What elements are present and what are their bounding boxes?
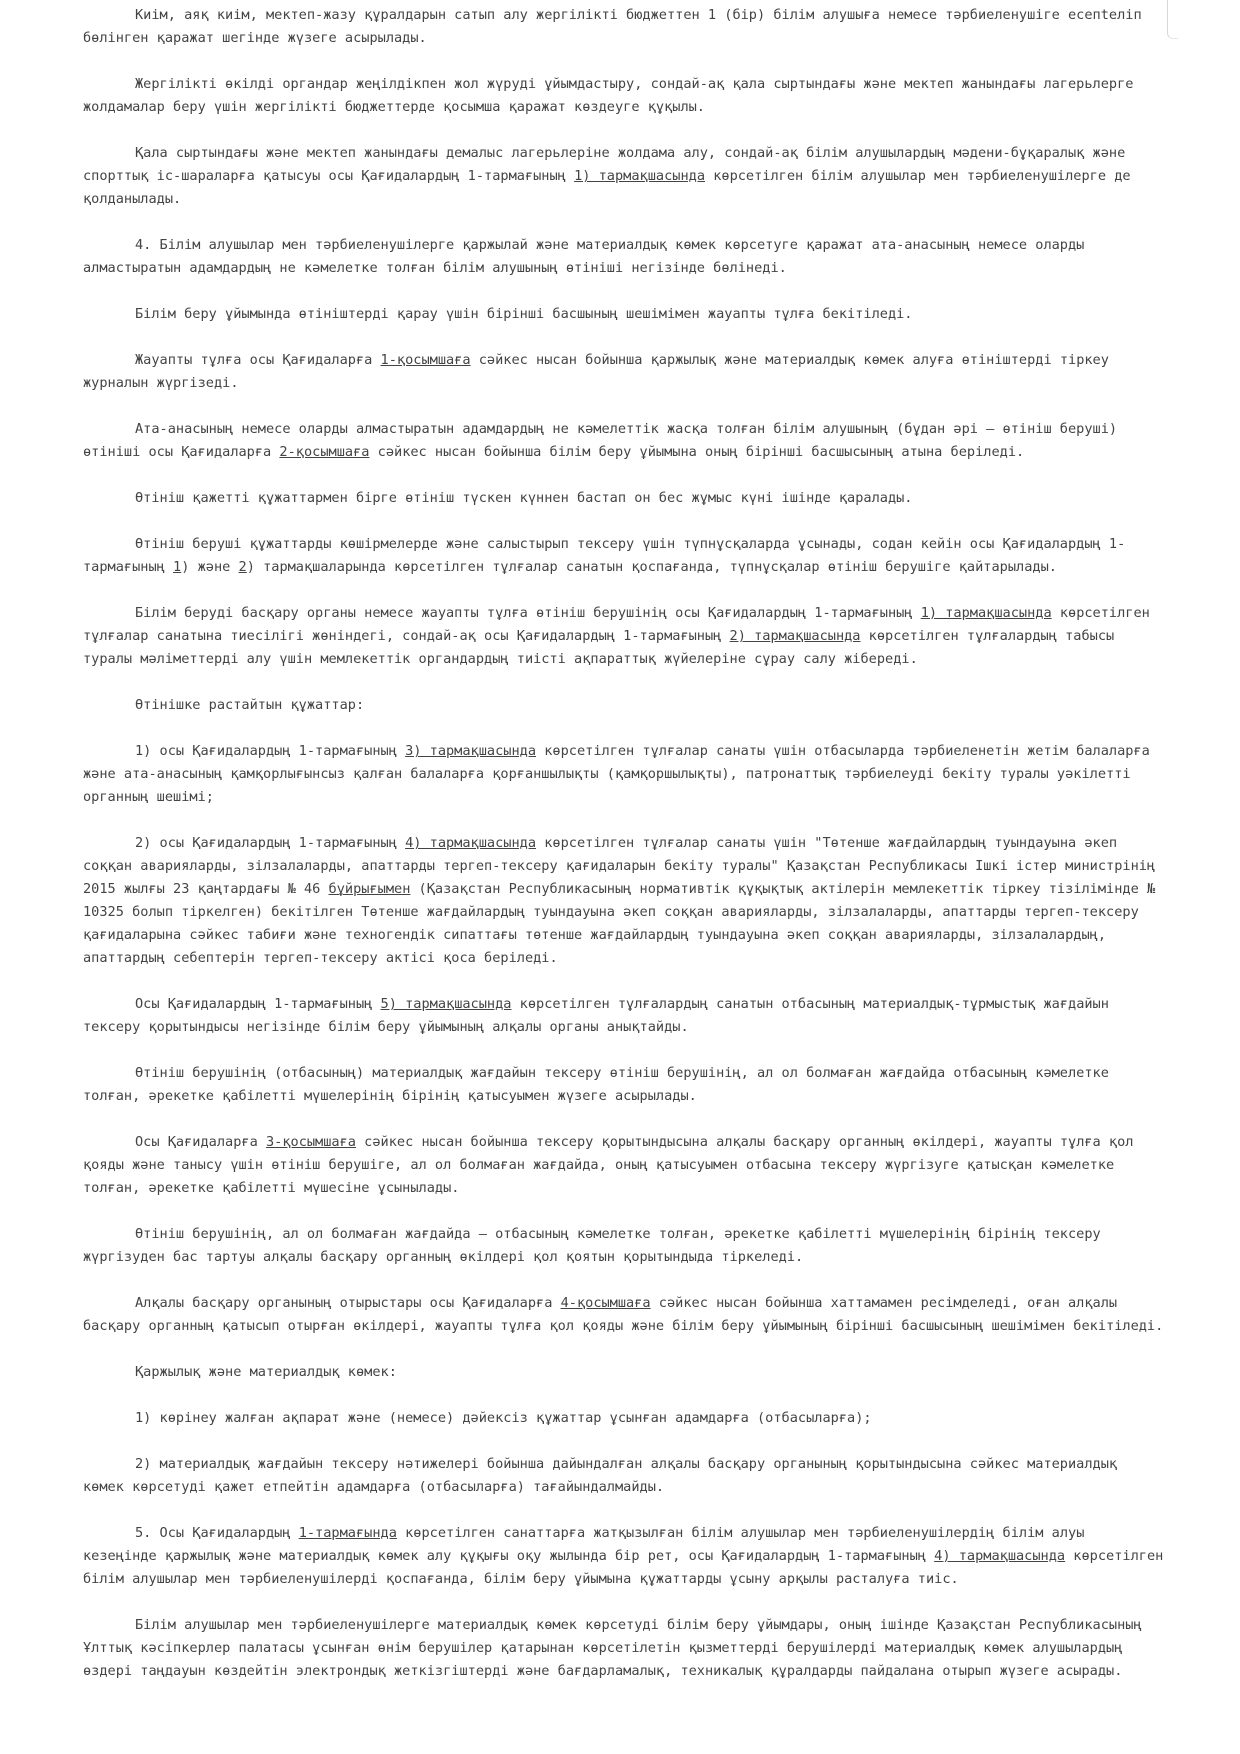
reference-link[interactable]: 1-қосымшаға <box>380 352 471 368</box>
paragraph-text: 2) осы Қағидалардың 1-тармағының <box>135 835 406 851</box>
reference-link[interactable]: 3-қосымшаға <box>265 1134 356 1150</box>
paragraph-text: көрсетілген білім алушылар мен тәрбиеленушілерге де қолданылады. <box>83 168 1131 207</box>
paragraph-text: Киім, аяқ киім, мектеп-жазу құралдарын сатып алу жергілікті бюджеттен 1 (бір) білім алушыға немесе тәрбиеленушіге есепteліп бөлінген қаражат шегінде жүзеге асырылады. <box>83 7 1142 46</box>
paragraph <box>83 1361 1165 1384</box>
paragraph-text: Өтінішке растайтын құжаттар: <box>135 697 365 713</box>
paragraph-text: көрсетілген тұлғалар санаты үшін отбасыларда тәрбиеленетін жетім балаларға және ата-анасының қамқорлығынсыз қалған балаларға қорғаншылықты (қамқоршылықты), патронаттық тәрбиелеуді бекіту туралы уәкілетті органның шешімі; <box>83 743 1150 805</box>
paragraph <box>83 4 1165 50</box>
reference-link[interactable]: 1 <box>173 559 182 575</box>
paragraph-text: Білім беруді басқару органы немесе жауапты тұлға өтініш берушінің осы Қағидалардың 1-тармағының <box>135 605 921 621</box>
paragraph <box>83 1062 1165 1108</box>
reference-link[interactable]: бұйрығымен <box>328 881 411 897</box>
paragraph <box>83 1522 1165 1591</box>
paragraph <box>83 1223 1165 1269</box>
paragraph-text: Жауапты тұлға осы Қағидаларға <box>135 352 381 368</box>
reference-link[interactable]: 5) тармақшасында <box>380 996 512 1012</box>
paragraph <box>83 349 1165 395</box>
paragraph-text: (Қазақстан Республикасының нормативтік құқықтық актілерін мемлекеттік тіркеу тізілімінде № 10325 болып тіркелген) бекітілген Төтенше жағдайлардың туындауына әкеп соққан аварияларды, зілзалаларды, апаттарды тергеп-тексеру қағидаларына сәйкес табиғи және техногендік сипаттағы төтенше жағдайлардың туындауына әкеп соққан аварияларды, зілзалалардың, апаттардың себептерін тергеп-тексеру актісі қоса беріледі. <box>83 881 1156 966</box>
reference-link[interactable]: 2-қосымшаға <box>279 444 370 460</box>
paragraph <box>83 832 1165 970</box>
paragraph <box>83 740 1165 809</box>
scrollbar-edge[interactable] <box>1167 0 1178 39</box>
paragraph-text: көрсетілген білім алушылар мен тәрбиеленушілерді қоспағанда, білім беру ұйымына құжаттарды ұсыну арқылы расталуға тиіс. <box>83 1548 1164 1587</box>
paragraph-text: сәйкес нысан бойынша хаттамамен ресімделеді, оған алқалы басқару органның қатысып отырған өкілдері, жауапты тұлға қол қояды және білім беру ұйымының бірінші басшысының шешімімен бекітіледі. <box>83 1295 1164 1334</box>
paragraph <box>83 602 1165 671</box>
paragraph-text: Өтініш берушінің (отбасының) материалдық жағдайын тексеру өтініш берушінің, ал ол болмаған жағдайда отбасының кәмелетке толған, әрекетке қабілетті мүшелерінің бірінің қатысуымен жүзеге асырылады. <box>83 1065 1109 1104</box>
reference-link[interactable]: 4-қосымшаға <box>560 1295 651 1311</box>
paragraph <box>83 694 1165 717</box>
paragraph-text: Өтініш берушінің, ал ол болмаған жағдайда – отбасының кәмелетке толған, әрекетке қабілетті мүшелерінің бірінің тексеру жүргізуден бас тартуы алқалы басқару органның өкілдері қол қоятын қорытындыда тіркеледі. <box>83 1226 1101 1265</box>
paragraph-text: Өтініш беруші құжаттарды көшірмелерде және салыстырып тексеру үшін түпнұсқаларда ұсынады, содан кейін осы Қағидалардың 1-тармағының <box>83 536 1126 575</box>
paragraph-text: Өтініш қажетті құжаттармен бірге өтініш түскен күннен бастап он бес жұмыс күні ішінде қаралады. <box>135 490 913 506</box>
paragraph <box>83 303 1165 326</box>
paragraph-text: 5. Осы Қағидалардың <box>135 1525 299 1541</box>
paragraph-text: көрсетілген санаттарға жатқызылған білім алушылар мен тәрбиеленушілердің білім алуы кезеңінде қаржылық және материалдық көмек алу құқығы оқу жылында бір рет, осы Қағидалардың 1-тармағының <box>83 1525 1085 1564</box>
paragraph <box>83 993 1165 1039</box>
paragraph-text: Осы Қағидаларға <box>135 1134 266 1150</box>
paragraph-text: ) тармақшаларында көрсетілген тұлғалар санатын қоспағанда, түпнұсқалар өтініш берушіге қайтарылады. <box>246 559 1057 575</box>
document-body <box>83 0 1165 1706</box>
paragraph <box>83 418 1165 464</box>
paragraph-text: Қаржылық және материалдық көмек: <box>135 1364 397 1380</box>
paragraph <box>83 1292 1165 1338</box>
paragraph-text: сәйкес нысан бойынша қаржылық және материалдық көмек алуға өтініштерді тіркеу журналын жүргізеді. <box>83 352 1109 391</box>
paragraph <box>83 533 1165 579</box>
paragraph-text: Білім алушылар мен тәрбиеленушілерге материалдық көмек көрсетуді білім беру ұйымдары, оның ішінде Қазақстан Республикасының Ұлттық кәсіпкерлер палатасы ұсынған өнім берушілер қатарынан көрсетілетін қызметтерді берушілерді материалдық көмек алушылардың өздері таңдауын көздейтін электрондық жеткізгіштерді және бағдарламалық, техникалық құралдарды пайдалана отырып жүзеге асырады. <box>83 1617 1142 1679</box>
reference-link[interactable]: 4) тармақшасында <box>405 835 537 851</box>
paragraph-text: Алқалы басқару органының отырыстары осы Қағидаларға <box>135 1295 561 1311</box>
paragraph-text: көрсетілген тұлғалардың санатын отбасының материалдық-тұрмыстық жағдайын тексеру қорытындысы негізінде білім беру ұйымының алқалы органы анықтайды. <box>83 996 1109 1035</box>
reference-link[interactable]: 1-тармағында <box>298 1525 397 1541</box>
paragraph <box>83 1407 1165 1430</box>
reference-link[interactable]: 3) тармақшасында <box>405 743 537 759</box>
paragraph <box>83 142 1165 211</box>
paragraph-text: 4. Білім алушылар мен тәрбиеленушілерге қаржылай және материалдық көмек көрсетуге қаражат ата-анасының немесе оларды алмастыратын адамдардың не кәмелетке толған білім алушының өтініші негізінде бөлінеді. <box>83 237 1085 276</box>
paragraph <box>83 73 1165 119</box>
paragraph <box>83 1131 1165 1200</box>
paragraph-text: сәйкес нысан бойынша тексеру қорытындысына алқалы басқару органның өкілдері, жауапты тұлға қол қояды және танысу үшін өтініш берушіге, ал ол болмаған жағдайда, оның қатысуымен отбасына тексеру жүргізуге қатысқан кәмелетке толған, әрекетке қабілетті мүшесіне ұсынылады. <box>83 1134 1134 1196</box>
paragraph <box>83 1614 1165 1683</box>
reference-link[interactable]: 2) тармақшасында <box>729 628 861 644</box>
paragraph-text: Ата-анасының немесе оларды алмастыратын адамдардың не кәмелеттік жасқа толған білім алушының (бұдан әрі – өтініш беруші) өтініші осы Қағидаларға <box>83 421 1118 460</box>
paragraph <box>83 234 1165 280</box>
paragraph-text: сәйкес нысан бойынша білім беру ұйымына оның бірінші басшысының атына беріледі. <box>369 444 1025 460</box>
paragraph-text: көрсетілген тұлғалардың табысы туралы мәліметтерді алу үшін мемлекеттік органдардың тиісті ақпараттық жүйелеріне сұрау салу жібереді. <box>83 628 1115 667</box>
paragraph-text: ) және <box>181 559 239 575</box>
reference-link[interactable]: 4) тармақшасында <box>934 1548 1066 1564</box>
paragraph-text: Білім беру ұйымында өтініштерді қарау үшін бірінші басшының шешімімен жауапты тұлға бекітіледі. <box>135 306 913 322</box>
paragraph-text: 2) материалдық жағдайын тексеру нәтижелері бойынша дайындалған алқалы басқару органының қорытындысына сәйкес материалдық көмек көрсетуді қажет етпейтін адамдарға (отбасыларға) тағайындалмайды. <box>83 1456 1118 1495</box>
paragraph-text: Осы Қағидалардың 1-тармағының <box>135 996 381 1012</box>
paragraph <box>83 1453 1165 1499</box>
paragraph-text: 1) көрінеу жалған ақпарат және (немесе) дәйексіз құжаттар ұсынған адамдарға (отбасыларға); <box>135 1410 872 1426</box>
reference-link[interactable]: 1) тармақшасында <box>574 168 706 184</box>
paragraph-text: көрсетілген тұлғалар санаты үшін "Төтенше жағдайлардың туындауына әкеп соққан аварияларды, зілзалаларды, апаттарды тергеп-тексеру қағидаларын бекіту туралы" Қазақстан Республикасы Ішкі істер министрінің 2015 жылғы 23 қаңтардағы № 46 <box>83 835 1156 897</box>
paragraph-text: Қала сыртындағы және мектеп жанындағы демалыс лагерьлеріне жолдама алу, сондай-ақ білім алушылардың мәдени-бұқаралық және спорттық іс-шараларға қатысуы осы Қағидалардың 1-тармағының <box>83 145 1126 184</box>
paragraph <box>83 487 1165 510</box>
paragraph-text: Жергілікті өкілді органдар жеңілдікпен жол жүруді ұйымдастыру, сондай-ақ қала сыртындағы және мектеп жанындағы лагерьлерге жолдамалар беру үшін жергілікті бюджеттерде қосымша қаражат көздеуге құқылы. <box>83 76 1134 115</box>
reference-link[interactable]: 1) тармақшасында <box>920 605 1052 621</box>
reference-link[interactable]: 2 <box>238 559 247 575</box>
paragraph-text: көрсетілген тұлғалар санатына тиесілігі жөніндегі, сондай-ақ осы Қағидалардың 1-тармағының <box>83 605 1150 644</box>
paragraph-text: 1) осы Қағидалардың 1-тармағының <box>135 743 406 759</box>
